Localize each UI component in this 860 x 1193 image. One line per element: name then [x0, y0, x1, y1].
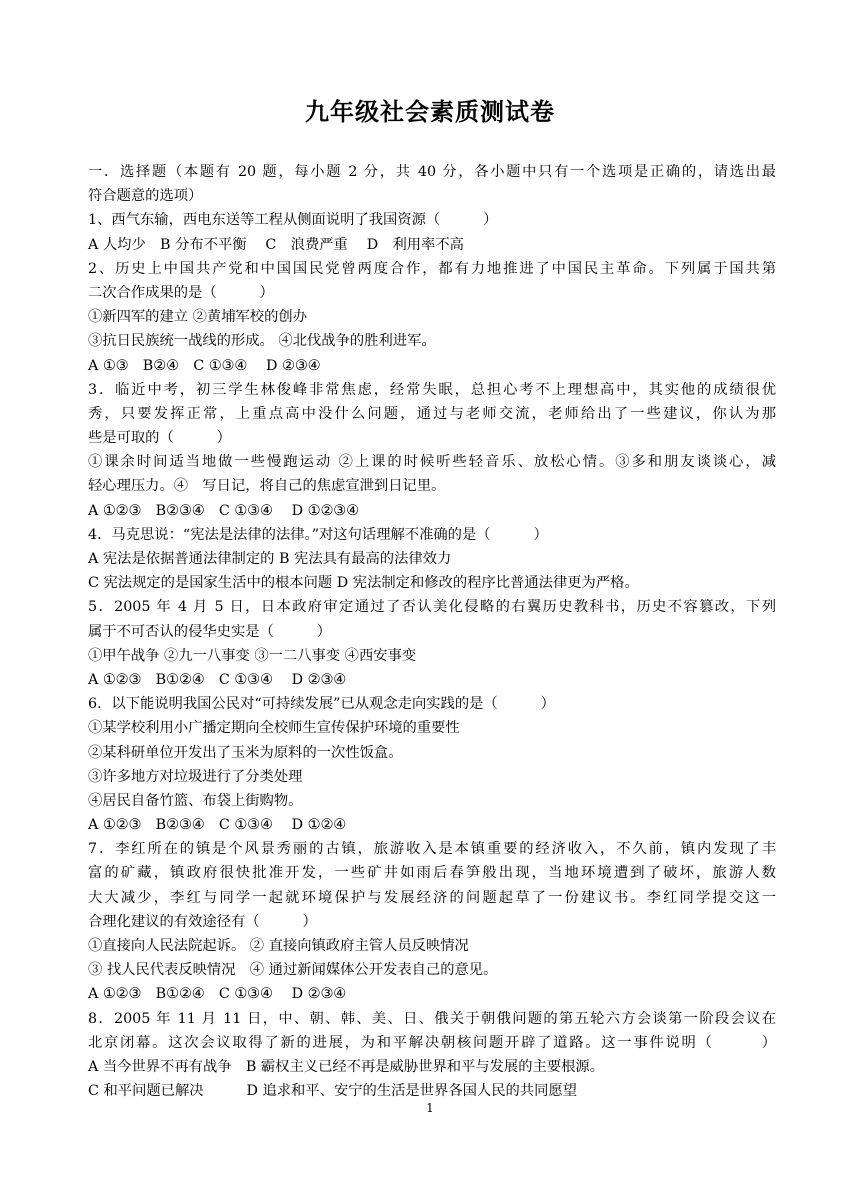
text-line: A ①③ B②④ C ①③④ D ②③④ [88, 357, 321, 374]
text-line: 8．2005 年 11 月 11 日，中、朝、韩、美、日、俄关于朝俄问题的第五轮六方会谈第一阶段会议在 [88, 1010, 776, 1027]
text-line: ①某学校利用小广播定期向全校师生宣传保护环境的重要性 [88, 720, 460, 737]
text-line: 3．临近中考，初三学生林俊峰非常焦虑，经常失眠，总担心考不上理想高中，其实他的成绩很优 [88, 381, 776, 398]
text-line: 一．选择题（本题有 20 题，每小题 2 分，共 40 分，各小题中只有一个选项是正确的，请选出最 [88, 164, 776, 180]
text-line: C 宪法规定的是国家生活中的根本问题 D 宪法制定和修改的程序比普通法律更为严格。 [88, 575, 639, 592]
text-line: ④居民自备竹篮、布袋上街购物。 [88, 792, 303, 809]
text-line: 属于不可否认的侵华史实是（ ） [88, 623, 332, 640]
text-line: 6．以下能说明我国公民对“可持续发展”已从观念走向实践的是（ ） [88, 696, 555, 713]
text-line: ①课余时间适当地做一些慢跑运动 ②上课的时候听些轻音乐、放松心情。③多和朋友谈谈心，减 [88, 454, 776, 471]
text-line: 富的矿藏，镇政府很快批准开发，一些矿井如雨后春笋般出现，当地环境遭到了破坏，旅游人数 [88, 865, 776, 882]
text-line: 符合题意的选项） [88, 188, 203, 205]
text-line: 5．2005 年 4 月 5 日，日本政府审定通过了否认美化侵略的右翼历史教科书，历史不容篡改，下列 [88, 599, 776, 616]
text-line: A ①②③ B①②④ C ①③④ D ②③④ [88, 671, 347, 688]
text-line: A ①②③ B②③④ C ①③④ D ①②③④ [88, 502, 359, 519]
text-line: 1、西气东输，西电东送等工程从侧面说明了我国资源（ ） [88, 212, 498, 229]
text-line: ③抗日民族统一战线的形成。 ④北伐战争的胜利进军。 [88, 333, 436, 350]
text-line: A ①②③ B②③④ C ①③④ D ①②④ [88, 817, 347, 834]
text-line: ③ 找人民代表反映情况 ④ 通过新闻媒体公开发表自己的意见。 [88, 962, 498, 979]
text-line: 2、历史上中国共产党和中国国民党曾两度合作，都有力地推进了中国民主革命。下列属于国共第 [88, 260, 776, 277]
text-line: 4．马克思说：“宪法是法律的法律。”对这句话理解不准确的是（ ） [88, 526, 548, 543]
text-line: ②某科研单位开发出了玉米为原料的一次性饭盒。 [88, 744, 403, 761]
text-line: A 人均少 B 分布不平衡 C 浪费严重 D 利用率不高 [88, 236, 464, 253]
text-line: ①直接向人民法院起诉。 ② 直接向镇政府主管人员反映情况 [88, 938, 469, 954]
text-line: 大大减少，李红与同学一起就环境保护与发展经济的问题起草了一份建议书。李红同学提交这一 [88, 889, 776, 906]
text-line: 些是可取的（ ） [88, 430, 231, 447]
text-line: 合理化建议的有效途径有（ ） [88, 913, 317, 930]
text-line: 秀，只要发挥正常，上重点高中没什么问题，通过与老师交流，老师给出了一些建议，你认为那 [88, 405, 776, 422]
text-line: ①甲午战争 ②九一八事变 ③一二八事变 ④西安事变 [88, 647, 417, 664]
question-content [88, 160, 776, 1103]
text-line: A 当今世界不再有战争 B 霸权主义已经不再是威胁世界和平与发展的主要根源。 [88, 1058, 605, 1075]
text-line: ①新四军的建立 ②黄埔军校的创办 [88, 309, 307, 326]
text-line: A ①②③ B①②④ C ①③④ D ②③④ [88, 986, 347, 1003]
text-line: 二次合作成果的是（ ） [88, 284, 274, 301]
page-title: 九年级社会素质测试卷 [305, 97, 555, 126]
text-line: 轻心理压力。④ 写日记，将自己的焦虑宣泄到日记里。 [88, 478, 446, 495]
text-line: A 宪法是依据普通法律制定的 B 宪法具有最高的法律效力 [88, 551, 452, 567]
text-line: C 和平问题已解决 D 追求和平、安宁的生活是世界各国人民的共同愿望 [88, 1083, 577, 1100]
text-line: ③许多地方对垃圾进行了分类处理 [88, 768, 303, 785]
page-number: 1 [426, 1101, 434, 1115]
text-line: 7．李红所在的镇是个风景秀丽的古镇，旅游收入是本镇重要的经济收入，不久前，镇内发现了丰 [88, 841, 776, 858]
text-line: 北京闭幕。这次会议取得了新的进展，为和平解决朝核问题开辟了道路。这一事件说明（ ） [88, 1034, 776, 1051]
